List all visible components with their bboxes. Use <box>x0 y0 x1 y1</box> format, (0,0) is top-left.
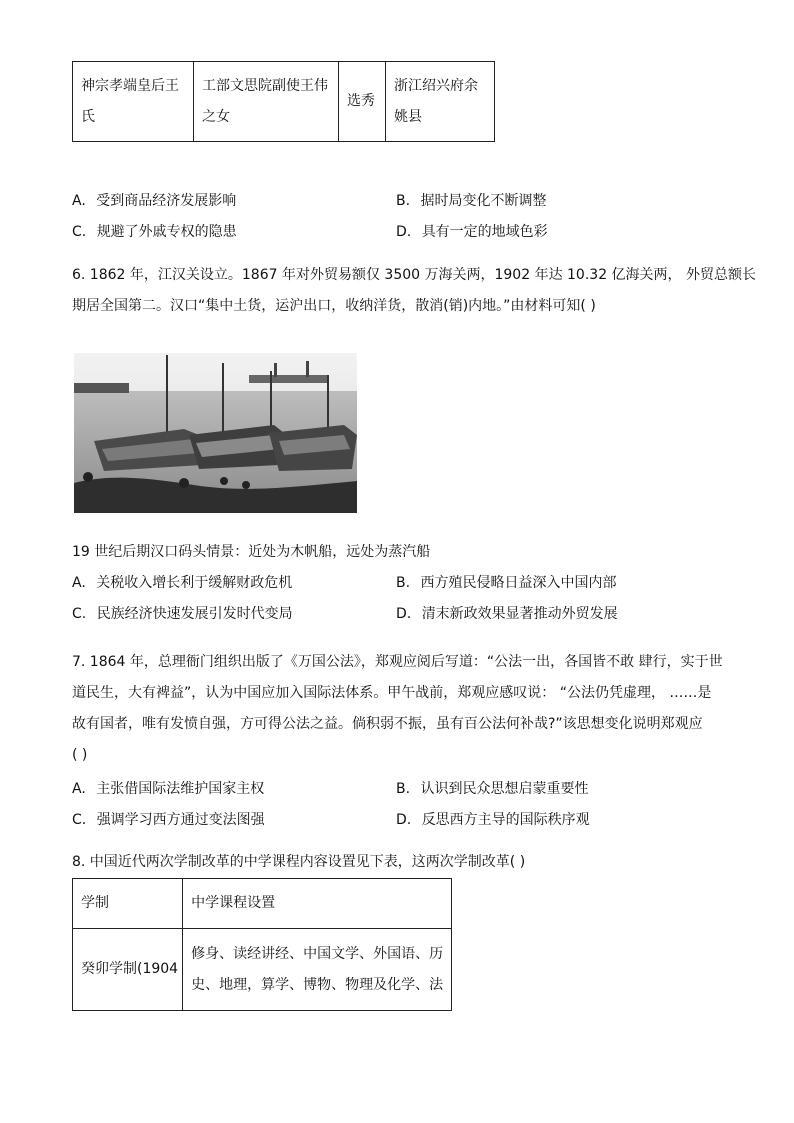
q6-stem-line: 期居全国第二。汉口“集中土货，运沪出口，收纳洋货，散消(销)内地。”由材料可知( ) <box>72 298 596 314</box>
option-letter: C. <box>72 606 87 622</box>
photo-caption: 19 世纪后期汉口码头情景：近处为木帆船，远处为蒸汽船 <box>72 544 431 560</box>
q8-stem: 8. 中国近代两次学制改革的中学课程内容设置见下表，这两次学制改革( ) <box>72 854 526 870</box>
option-text: 民族经济快速发展引发时代变局 <box>96 606 293 622</box>
option-text: 清末新政效果显著推动外贸发展 <box>421 606 618 622</box>
q6-stem <box>72 260 757 322</box>
q7-option-a[interactable] <box>72 778 264 798</box>
option-text: 反思西方主导的国际秩序观 <box>421 812 590 828</box>
q6-option-d[interactable] <box>396 603 618 623</box>
option-letter: D. <box>396 224 412 240</box>
q5-option-b[interactable] <box>396 190 547 210</box>
q7-option-c[interactable] <box>72 809 265 829</box>
table-consorts <box>72 61 495 142</box>
option-text: 受到商品经济发展影响 <box>96 193 237 209</box>
table-cell-line: 史、地理，算学、博物、物理及化学、法 <box>191 976 444 993</box>
table-row <box>73 929 452 1011</box>
option-letter: A. <box>72 575 86 591</box>
q7-stem-line: 道民生，大有裨益”，认为中国应加入国际法体系。甲午战前，郑观应感叹说： “公法仍凭虚理， ……是 <box>72 685 712 701</box>
q6-option-a[interactable] <box>72 572 292 592</box>
harbor-photo-drawing <box>74 353 357 513</box>
table-row <box>73 62 495 142</box>
option-letter: D. <box>396 606 412 622</box>
table-cell: 癸卯学制(1904 <box>73 929 183 1011</box>
harbor-photo <box>74 353 357 513</box>
option-letter: B. <box>396 193 411 209</box>
table-cell: 工部文思院副使王伟之女 <box>194 62 339 142</box>
q6-option-b[interactable] <box>396 572 617 592</box>
q7-option-d[interactable] <box>396 809 590 829</box>
q7-stem <box>72 647 724 771</box>
q5-option-a[interactable] <box>72 190 236 210</box>
table-cell-line: 修身、读经讲经、中国文学、外国语、历 <box>191 945 444 962</box>
option-text: 据时局变化不断调整 <box>420 193 547 209</box>
option-text: 主张借国际法维护国家主权 <box>96 781 265 797</box>
q7-option-b[interactable] <box>396 778 589 798</box>
table-school-systems <box>72 878 452 1011</box>
q6-option-c[interactable] <box>72 603 293 623</box>
table-cell: 选秀 <box>339 62 386 142</box>
option-letter: B. <box>396 781 411 797</box>
option-letter: A. <box>72 781 86 797</box>
option-letter: B. <box>396 575 411 591</box>
table-header-cell: 中学课程设置 <box>183 879 452 929</box>
option-text: 规避了外戚专权的隐患 <box>96 224 237 240</box>
option-letter: D. <box>396 812 412 828</box>
option-text: 具有一定的地域色彩 <box>421 224 548 240</box>
table-cell <box>183 929 452 1011</box>
option-letter: A. <box>72 193 86 209</box>
q6-stem-line: 6. 1862 年，江汉关设立。1867 年对外贸易额仅 3500 万海关两，1902 年达 10.32 亿海关两， 外贸总额长 <box>72 267 757 283</box>
option-text: 强调学习西方通过变法图强 <box>96 812 265 828</box>
q7-stem-line: ( ) <box>72 747 88 763</box>
q7-stem-line: 7. 1864 年，总理衙门组织出版了《万国公法》，郑观应阅后写道：“公法一出，各国皆不敢 肆行，实于世 <box>72 654 723 670</box>
option-letter: C. <box>72 224 87 240</box>
q5-option-c[interactable] <box>72 221 237 241</box>
table-cell: 神宗孝端皇后王氏 <box>73 62 194 142</box>
table-header-row <box>73 879 452 929</box>
table-header-cell: 学制 <box>73 879 183 929</box>
option-text: 认识到民众思想启蒙重要性 <box>420 781 589 797</box>
table-cell: 浙江绍兴府余姚县 <box>386 62 495 142</box>
option-text: 关税收入增长利于缓解财政危机 <box>96 575 293 591</box>
q5-option-d[interactable] <box>396 221 548 241</box>
q7-stem-line: 故有国者，唯有发愤自强，方可得公法之益。倘积弱不振，虽有百公法何补哉?”该思想变化说明郑观应 <box>72 716 703 732</box>
option-letter: C. <box>72 812 87 828</box>
option-text: 西方殖民侵略日益深入中国内部 <box>420 575 617 591</box>
